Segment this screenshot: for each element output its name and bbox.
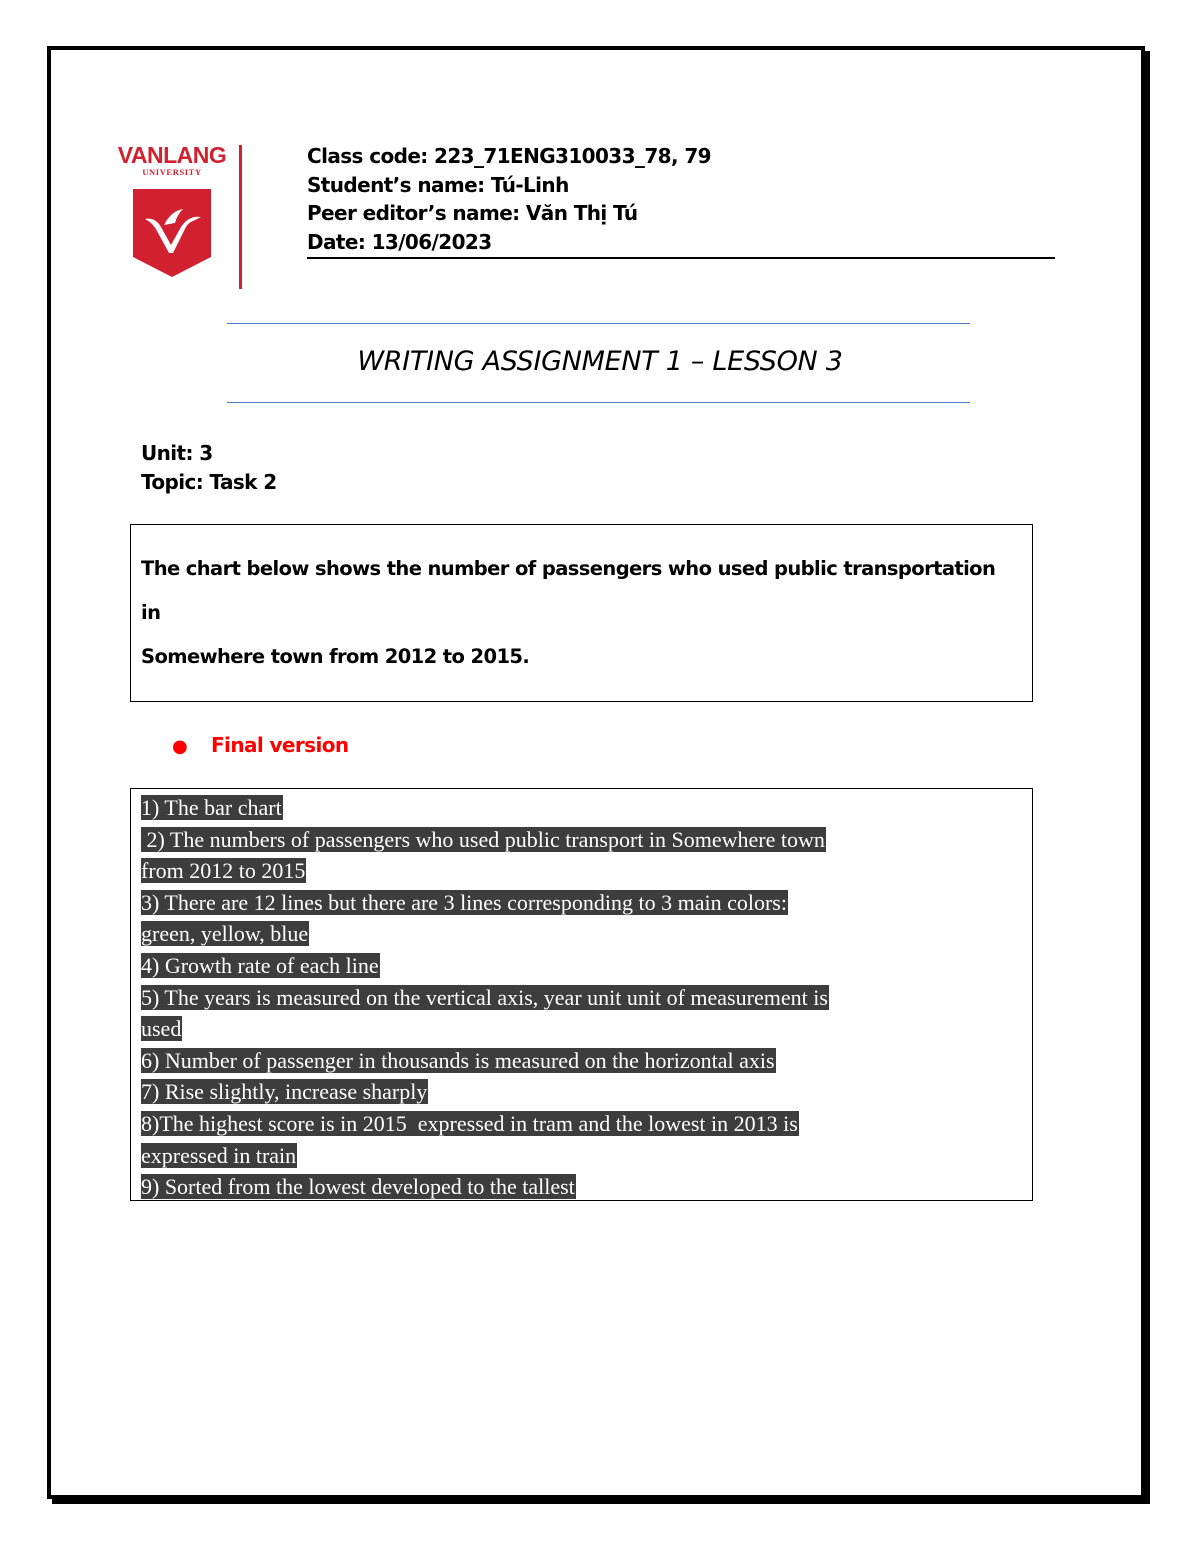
unit-label: Unit: 3 [141, 441, 213, 465]
answer-line [141, 950, 1021, 982]
final-version-heading [172, 733, 348, 757]
answer-text: 7) Rise slightly, increase sharply [141, 1079, 428, 1105]
title-rule-top [227, 323, 970, 324]
prompt-line: The chart below shows the number of passengers who used public transportation in [141, 557, 996, 624]
answer-line [141, 1013, 1021, 1045]
answer-text: 9) Sorted from the lowest developed to the tallest [141, 1174, 575, 1200]
final-version-label: Final version [211, 733, 349, 757]
date: Date: 13/06/2023 [307, 229, 492, 254]
university-logo [112, 143, 236, 283]
student-name: Student’s name: Tú-Linh [307, 172, 569, 197]
answer-text: 1) The bar chart [141, 795, 282, 820]
header-rule [307, 257, 1055, 259]
header-info [307, 142, 711, 256]
logo-divider [239, 145, 242, 289]
prompt-text [141, 547, 1001, 679]
answer-line [141, 792, 1021, 824]
answer-lines [141, 792, 1021, 1203]
logo-subtitle: UNIVERSITY [142, 167, 202, 177]
answer-line [141, 855, 1021, 887]
answer-line [141, 1108, 1021, 1140]
answer-text: 5) The years is measured on the vertical axis, year unit unit of measurement is [141, 984, 828, 1010]
peer-editor-name: Peer editor’s name: Văn Thị Tú [307, 201, 638, 225]
prompt-line: Somewhere town from 2012 to 2015. [141, 645, 530, 668]
answer-line [141, 1045, 1021, 1077]
topic-label: Topic: Task 2 [141, 470, 277, 494]
shield-icon [131, 187, 213, 279]
answer-line [141, 887, 1021, 919]
answer-text: 4) Growth rate of each line [141, 952, 379, 978]
answer-box [130, 788, 1033, 1201]
answer-text: green, yellow, blue [141, 921, 309, 947]
answer-line [141, 824, 1021, 856]
answer-text: 3) There are 12 lines but there are 3 lines corresponding to 3 main colors: [141, 889, 787, 915]
prompt-box [130, 524, 1033, 702]
answer-text: 2) The numbers of passengers who used public transport in Somewhere town [141, 826, 825, 852]
title-rule-bottom [227, 402, 970, 403]
unit-topic [141, 439, 277, 497]
page-title: WRITING ASSIGNMENT 1 – LESSON 3 [357, 346, 843, 377]
answer-text: 8)The highest score is in 2015 expressed in tram and the lowest in 2013 is [141, 1110, 798, 1136]
answer-line [141, 1140, 1021, 1172]
class-code: Class code: 223_71ENG310033_78, 79 [307, 144, 711, 168]
answer-line [141, 1171, 1021, 1203]
bullet-icon: ● [172, 736, 188, 757]
answer-line [141, 1076, 1021, 1108]
answer-text: used [141, 1016, 182, 1042]
answer-text: expressed in train [141, 1142, 297, 1168]
logo-name: VANLANG [117, 142, 227, 168]
answer-text: 6) Number of passenger in thousands is measured on the horizontal axis [141, 1047, 775, 1073]
answer-line [141, 982, 1021, 1014]
answer-line [141, 918, 1021, 950]
answer-text: from 2012 to 2015 [141, 858, 306, 884]
